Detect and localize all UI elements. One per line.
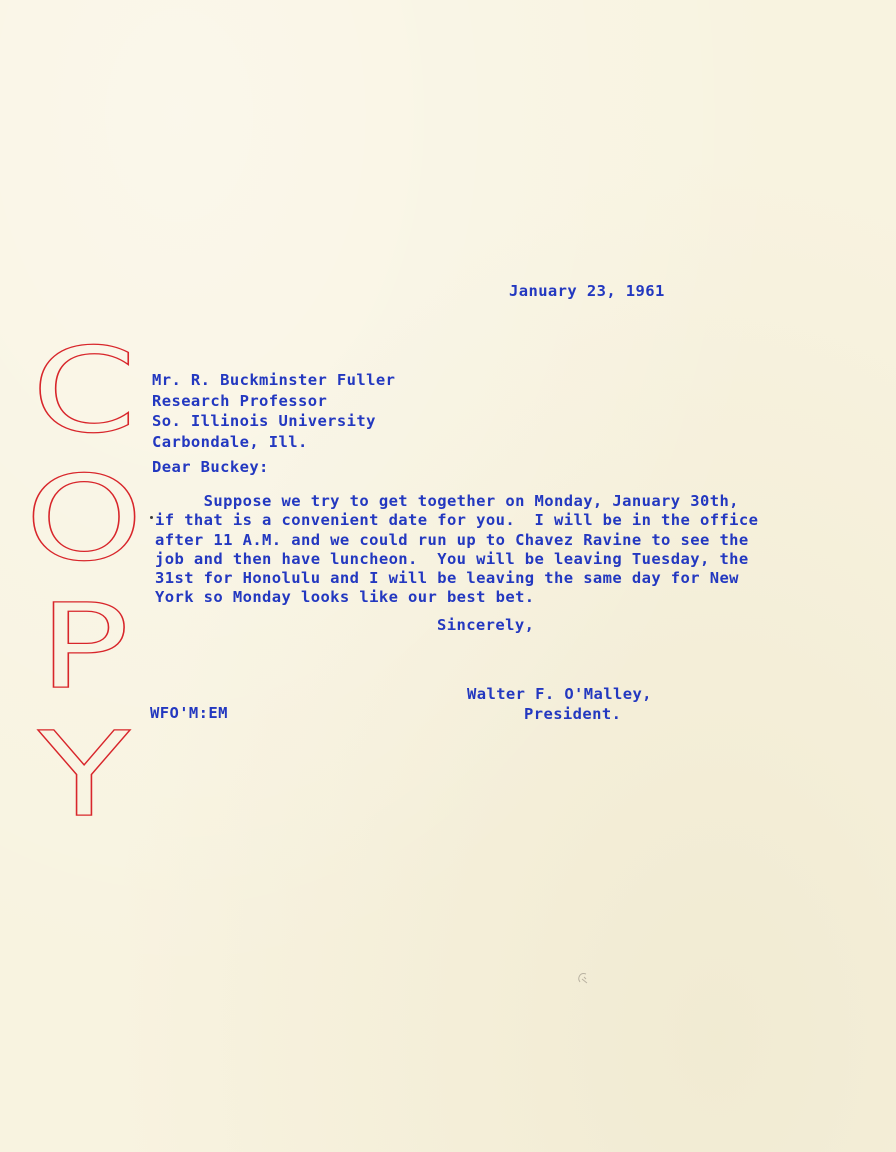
letter-body	[155, 492, 758, 608]
body-line: if that is a convenient date for you. I will be in the office	[155, 511, 759, 530]
paper-smudge	[574, 970, 592, 988]
copy-stamp-letter-y	[38, 702, 130, 843]
signer-title: President.	[524, 705, 622, 723]
body-line: York so Monday looks like our best bet.	[155, 588, 535, 607]
reference-initials: WFO'M:EM	[150, 704, 228, 722]
body-line: 31st for Honolulu and I will be leaving the same day for New	[155, 569, 739, 588]
copy-stamp-letter-p	[38, 574, 130, 715]
body-line: after 11 A.M. and we could run up to Chavez Ravine to see the	[155, 530, 749, 549]
complimentary-closing: Sincerely,	[437, 616, 535, 634]
copy-stamp	[24, 318, 144, 843]
body-line: Suppose we try to get together on Monday, January 30th,	[155, 492, 739, 510]
body-line: job and then have luncheon. You will be leaving Tuesday, the	[155, 549, 749, 568]
stamp-letter: P	[38, 578, 130, 715]
stamp-letter: Y	[38, 706, 130, 843]
stamp-letter: C	[31, 322, 137, 459]
paper-speck	[150, 516, 153, 519]
copy-stamp-letter-c	[31, 318, 137, 459]
copy-stamp-letter-o	[24, 446, 144, 587]
signer-name: Walter F. O'Malley,	[467, 685, 652, 703]
salutation: Dear Buckey:	[152, 458, 269, 476]
recipient-title: Research Professor	[152, 391, 328, 410]
recipient-institution: So. Illinois University	[152, 412, 376, 430]
stamp-letter: O	[24, 450, 144, 587]
signature-block	[467, 684, 652, 724]
letter-date: January 23, 1961	[509, 282, 665, 300]
recipient-city: Carbondale, Ill.	[152, 432, 308, 451]
recipient-name: Mr. R. Buckminster Fuller	[152, 371, 396, 389]
recipient-address	[152, 370, 395, 452]
